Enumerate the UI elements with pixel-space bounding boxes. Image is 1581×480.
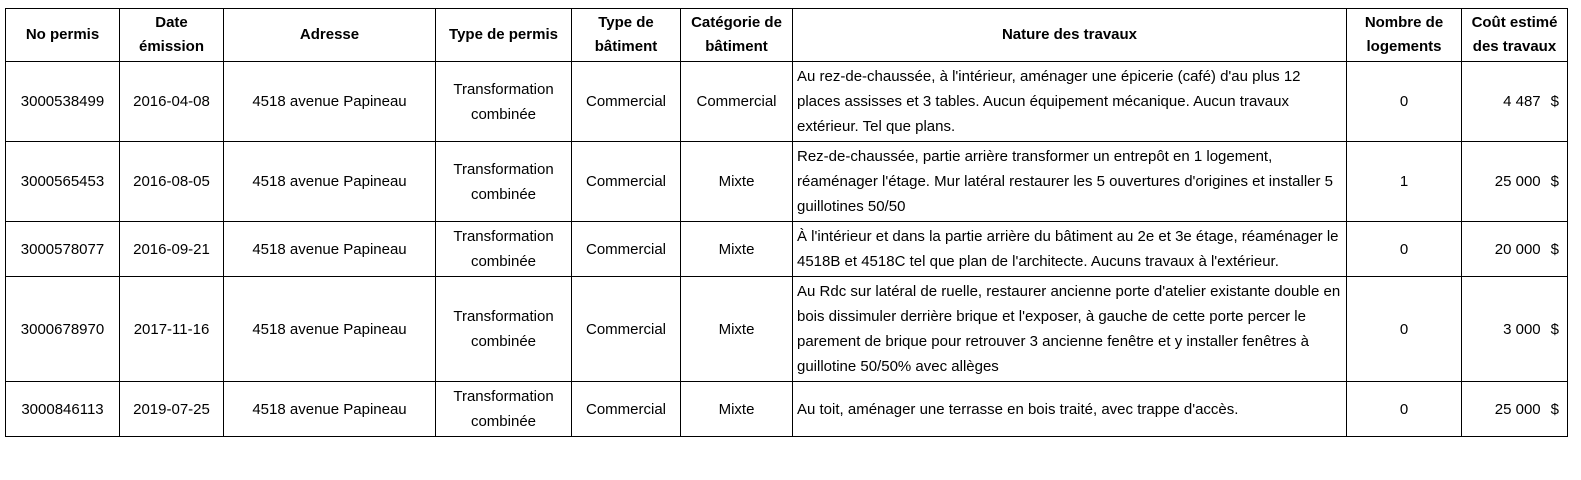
cell-no-permis: 3000678970 [6, 277, 120, 382]
permits-table [5, 8, 1568, 437]
cell-categorie: Commercial [681, 62, 793, 142]
cell-nature: Au toit, aménager une terrasse en bois traité, avec trappe d'accès. [793, 382, 1347, 437]
cell-no-permis: 3000565453 [6, 142, 120, 222]
cout-value: 4 487 [1503, 93, 1541, 110]
currency-symbol: $ [1550, 240, 1559, 258]
cell-type-batiment: Commercial [572, 382, 681, 437]
cell-cout [1462, 222, 1568, 277]
cell-categorie: Mixte [681, 382, 793, 437]
cell-cout [1462, 382, 1568, 437]
currency-symbol: $ [1550, 400, 1559, 418]
header-no-permis: No permis [6, 9, 120, 62]
cell-logements: 0 [1347, 277, 1462, 382]
cell-date: 2016-04-08 [120, 62, 224, 142]
cell-adresse: 4518 avenue Papineau [224, 222, 436, 277]
header-nature-travaux: Nature des travaux [793, 9, 1347, 62]
header-date-emission: Date émission [120, 9, 224, 62]
cell-adresse: 4518 avenue Papineau [224, 382, 436, 437]
table-row [6, 142, 1568, 222]
currency-symbol: $ [1550, 173, 1559, 190]
cell-adresse: 4518 avenue Papineau [224, 62, 436, 142]
header-row [6, 9, 1568, 62]
header-adresse: Adresse [224, 9, 436, 62]
currency-symbol: $ [1550, 320, 1559, 338]
table-row [6, 222, 1568, 277]
cell-no-permis: 3000538499 [6, 62, 120, 142]
header-categorie-batiment: Catégorie de bâtiment [681, 9, 793, 62]
cell-type-permis: Transformation combinée [436, 142, 572, 222]
cell-type-batiment: Commercial [572, 222, 681, 277]
cell-type-permis: Transformation combinée [436, 382, 572, 437]
cell-logements: 0 [1347, 62, 1462, 142]
cell-no-permis: 3000578077 [6, 222, 120, 277]
cout-value: 20 000 [1494, 240, 1541, 258]
cell-nature: Au Rdc sur latéral de ruelle, restaurer ancienne porte d'atelier existante double en bois dissimuler derrière brique et l'exposer, à gauche de cette porte percer le parement de brique pour retrouver 3 ancienne fenêtre et y installer fenêtres à guillotine 50/50% avec allèges [793, 277, 1347, 382]
header-type-permis: Type de permis [436, 9, 572, 62]
cout-value: 3 000 [1503, 320, 1541, 338]
header-type-batiment: Type de bâtiment [572, 9, 681, 62]
cell-nature: À l'intérieur et dans la partie arrière du bâtiment au 2e et 3e étage, réaménager le 4518B et 4518C tel que plan de l'architecte. Aucuns travaux à l'extérieur. [793, 222, 1347, 277]
cell-logements: 1 [1347, 142, 1462, 222]
cell-categorie: Mixte [681, 277, 793, 382]
header-nombre-logements: Nombre de logements [1347, 9, 1462, 62]
cell-type-batiment: Commercial [572, 277, 681, 382]
cell-type-permis: Transformation combinée [436, 222, 572, 277]
cell-logements: 0 [1347, 222, 1462, 277]
cell-adresse: 4518 avenue Papineau [224, 142, 436, 222]
table-row [6, 382, 1568, 437]
cell-type-permis: Transformation combinée [436, 277, 572, 382]
cell-nature: Au rez-de-chaussée, à l'intérieur, aménager une épicerie (café) d'au plus 12 places assisses et 3 tables. Aucun équipement mécanique. Aucun travaux extérieur. Tel que plans. [793, 62, 1347, 142]
cout-value: 25 000 [1494, 400, 1541, 418]
cell-categorie: Mixte [681, 142, 793, 222]
cell-adresse: 4518 avenue Papineau [224, 277, 436, 382]
cout-value: 25 000 [1494, 173, 1541, 190]
table-row [6, 62, 1568, 142]
currency-symbol: $ [1550, 93, 1559, 110]
cell-type-permis: Transformation combinée [436, 62, 572, 142]
cell-date: 2016-09-21 [120, 222, 224, 277]
cell-type-batiment: Commercial [572, 142, 681, 222]
cell-type-batiment: Commercial [572, 62, 681, 142]
cell-categorie: Mixte [681, 222, 793, 277]
table-row [6, 277, 1568, 382]
header-cout-estime: Coût estimé des travaux [1462, 9, 1568, 62]
cell-no-permis: 3000846113 [6, 382, 120, 437]
cell-cout [1462, 62, 1568, 142]
cell-logements: 0 [1347, 382, 1462, 437]
cell-cout [1462, 142, 1568, 222]
cell-date: 2017-11-16 [120, 277, 224, 382]
cell-date: 2016-08-05 [120, 142, 224, 222]
cell-nature: Rez-de-chaussée, partie arrière transformer un entrepôt en 1 logement, réaménager l'étage. Mur latéral restaurer les 5 ouvertures d'origines et installer 5 guillotines 50/50 [793, 142, 1347, 222]
cell-cout [1462, 277, 1568, 382]
cell-date: 2019-07-25 [120, 382, 224, 437]
